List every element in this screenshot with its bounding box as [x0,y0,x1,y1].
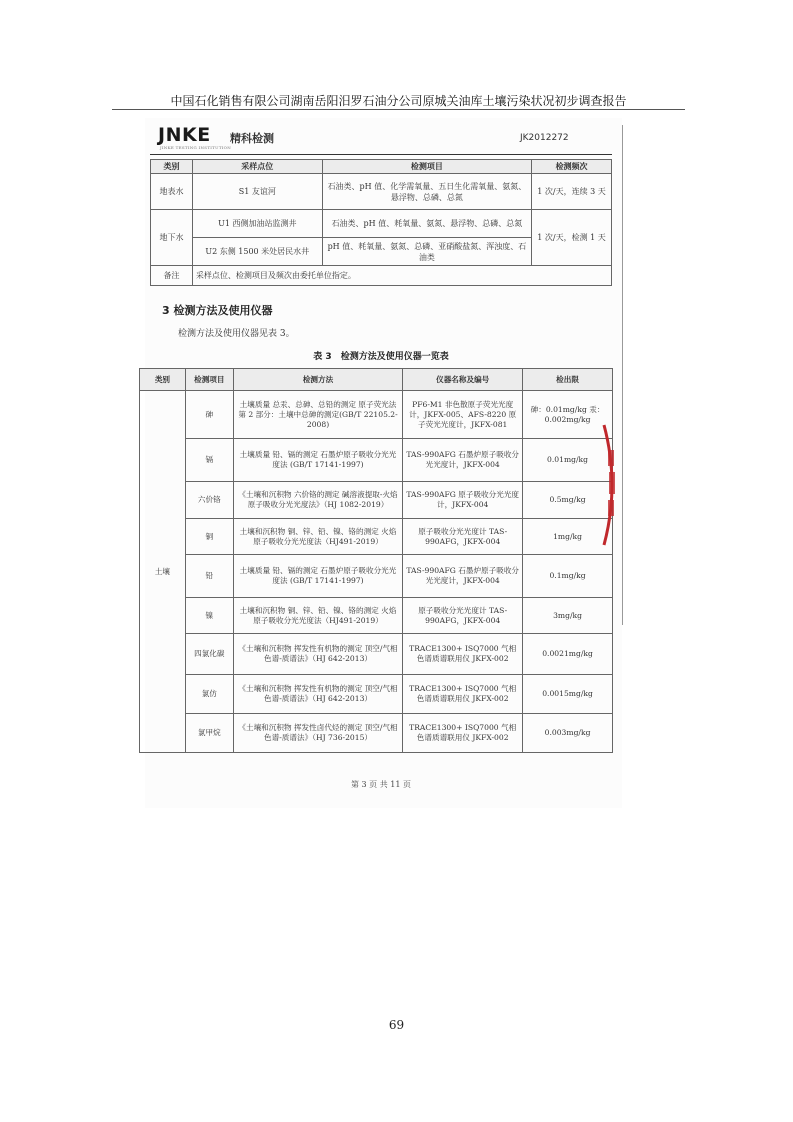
cell-items: pH 值、耗氧量、氨氮、总磷、亚硝酸盐氮、浑浊度、石油类 [322,238,531,266]
cell-item: 氯甲烷 [185,714,233,753]
cell-items: 石油类、pH 值、耗氧量、氨氮、悬浮物、总磷、总氮 [322,210,531,238]
stamp-mark [608,450,614,466]
cell-method: 《土壤和沉积物 六价铬的测定 碱溶液提取-火焰原子吸收分光光度法》（HJ 1082-2019） [233,482,403,519]
methods-table [139,368,613,753]
header-detection-limit: 检出限 [523,369,613,391]
logo-chinese-name: 精科检测 [230,132,274,145]
cell-limit: 0.0015mg/kg [523,675,613,714]
cell-category: 地表水 [151,174,193,210]
logo-divider [150,154,612,155]
cell-limit: 0.003mg/kg [523,714,613,753]
cell-method: 《土壤和沉积物 挥发性有机物的测定 顶空/气相色谱-质谱法》（HJ 642-2013） [233,675,403,714]
cell-item: 氯仿 [185,675,233,714]
stamp-mark [608,500,614,516]
cell-item: 镍 [185,598,233,634]
scan-edge-line [622,125,623,625]
table-row [140,519,613,555]
cell-instrument: TRACE1300+ ISQ7000 气相色谱质谱联用仪 JKFX-002 [403,675,523,714]
header-frequency: 检测频次 [532,160,612,174]
cell-frequency: 1 次/天，检测 1 天 [532,210,612,266]
cell-category: 地下水 [151,210,193,266]
section-title: 3 检测方法及使用仪器 [162,304,273,317]
cell-instrument: TAS-990AFG 原子吸收分光光度计，JKFX-004 [403,482,523,519]
cell-instrument: TAS-990AFG 石墨炉原子吸收分光光度计，JKFX-004 [403,555,523,598]
cell-point: U1 西侧加油站监测井 [192,210,322,238]
header-divider [112,109,685,110]
sampling-table [150,159,612,286]
header-category: 类别 [151,160,193,174]
table-row-note [151,266,612,286]
cell-method: 土壤质量 铅、镉的测定 石墨炉原子吸收分光光度法 (GB/T 17141-1997) [233,439,403,482]
cell-instrument: TRACE1300+ ISQ7000 气相色谱质谱联用仪 JKFX-002 [403,634,523,675]
cell-instrument: PF6-M1 非色散原子荧光光度计，JKFX-005、AFS-8220 原子荧光光度计，JKFX-081 [403,391,523,439]
table-header-row [140,369,613,391]
seal-stamp-fragment [600,420,622,550]
cell-limit: 0.5mg/kg [523,482,613,519]
cell-instrument: 原子吸收分光光度计 TAS-990AFG，JKFX-004 [403,519,523,555]
cell-point: U2 东侧 1500 米处居民水井 [192,238,322,266]
cell-method: 土壤和沉积物 铜、锌、铅、镍、铬的测定 火焰原子吸收分光光度法（HJ491-2019） [233,598,403,634]
cell-items: 石油类、pH 值、化学需氧量、五日生化需氧量、氨氮、悬浮物、总磷、总氮 [322,174,531,210]
section-text: 检测方法及使用仪器见表 3。 [178,329,295,339]
cell-item: 镉 [185,439,233,482]
cell-method: 土壤质量 铅、镉的测定 石墨炉原子吸收分光光度法 (GB/T 17141-1997) [233,555,403,598]
table-row [140,634,613,675]
cell-limit: 0.0021mg/kg [523,634,613,675]
cell-item: 铜 [185,519,233,555]
table-row [140,675,613,714]
report-page-info: 第 3 页 共 11 页 [351,780,411,789]
page-number: 69 [388,1018,405,1032]
header-instrument: 仪器名称及编号 [403,369,523,391]
table-row [140,482,613,519]
logo-text-1: JN [158,124,182,146]
cell-item: 四氯化碳 [185,634,233,675]
table-row [140,391,613,439]
cell-limit: 1mg/kg [523,519,613,555]
cell-method: 土壤质量 总汞、总砷、总铅的测定 原子荧光法 第 2 部分：土壤中总砷的测定(GB/T 22105.2-2008) [233,391,403,439]
cell-note-text: 采样点位、检测项目及频次由委托单位指定。 [192,266,611,286]
table-row [151,174,612,210]
logo-tagline: JINKE TESTING INSTITUTION [160,145,232,150]
header-category: 类别 [140,369,186,391]
logo-text-2: KE [181,124,211,146]
cell-limit: 0.1mg/kg [523,555,613,598]
header-method: 检测方法 [233,369,403,391]
cell-limit: 0.01mg/kg [523,439,613,482]
cell-note-label: 备注 [151,266,193,286]
header-sampling-point: 采样点位 [192,160,322,174]
report-number: JK2012272 [520,133,569,143]
header-test-items: 检测项目 [322,160,531,174]
table-row [140,598,613,634]
cell-frequency: 1 次/天，连续 3 天 [532,174,612,210]
table-row [140,555,613,598]
table-row [140,714,613,753]
cell-instrument: TAS-990AFG 石墨炉原子吸收分光光度计，JKFX-004 [403,439,523,482]
cell-point: S1 友谊河 [192,174,322,210]
document-header: 中国石化销售有限公司湖南岳阳汨罗石油分公司原城关油库土壤污染状况初步调查报告 [170,94,627,108]
cell-item: 砷 [185,391,233,439]
cell-limit: 3mg/kg [523,598,613,634]
cell-method: 《土壤和沉积物 挥发性卤代烃的测定 顶空/气相色谱-质谱法》（HJ 736-2015） [233,714,403,753]
company-logo [158,124,211,146]
table-header-row [151,160,612,174]
stamp-mark [609,472,615,494]
cell-limit: 砷：0.01mg/kg 汞：0.002mg/kg [523,391,613,439]
table-row [140,439,613,482]
cell-item: 六价铬 [185,482,233,519]
table-row [151,210,612,238]
table-caption: 表 3 检测方法及使用仪器一览表 [313,352,449,362]
cell-method: 土壤和沉积物 铜、锌、铅、镍、铬的测定 火焰原子吸收分光光度法（HJ491-2019） [233,519,403,555]
cell-instrument: TRACE1300+ ISQ7000 气相色谱质谱联用仪 JKFX-002 [403,714,523,753]
header-test-item: 检测项目 [185,369,233,391]
cell-item: 铅 [185,555,233,598]
cell-method: 《土壤和沉积物 挥发性有机物的测定 顶空/气相色谱-质谱法》（HJ 642-2013） [233,634,403,675]
cell-category: 土壤 [140,391,186,753]
cell-instrument: 原子吸收分光光度计 TAS-990AFG，JKFX-004 [403,598,523,634]
